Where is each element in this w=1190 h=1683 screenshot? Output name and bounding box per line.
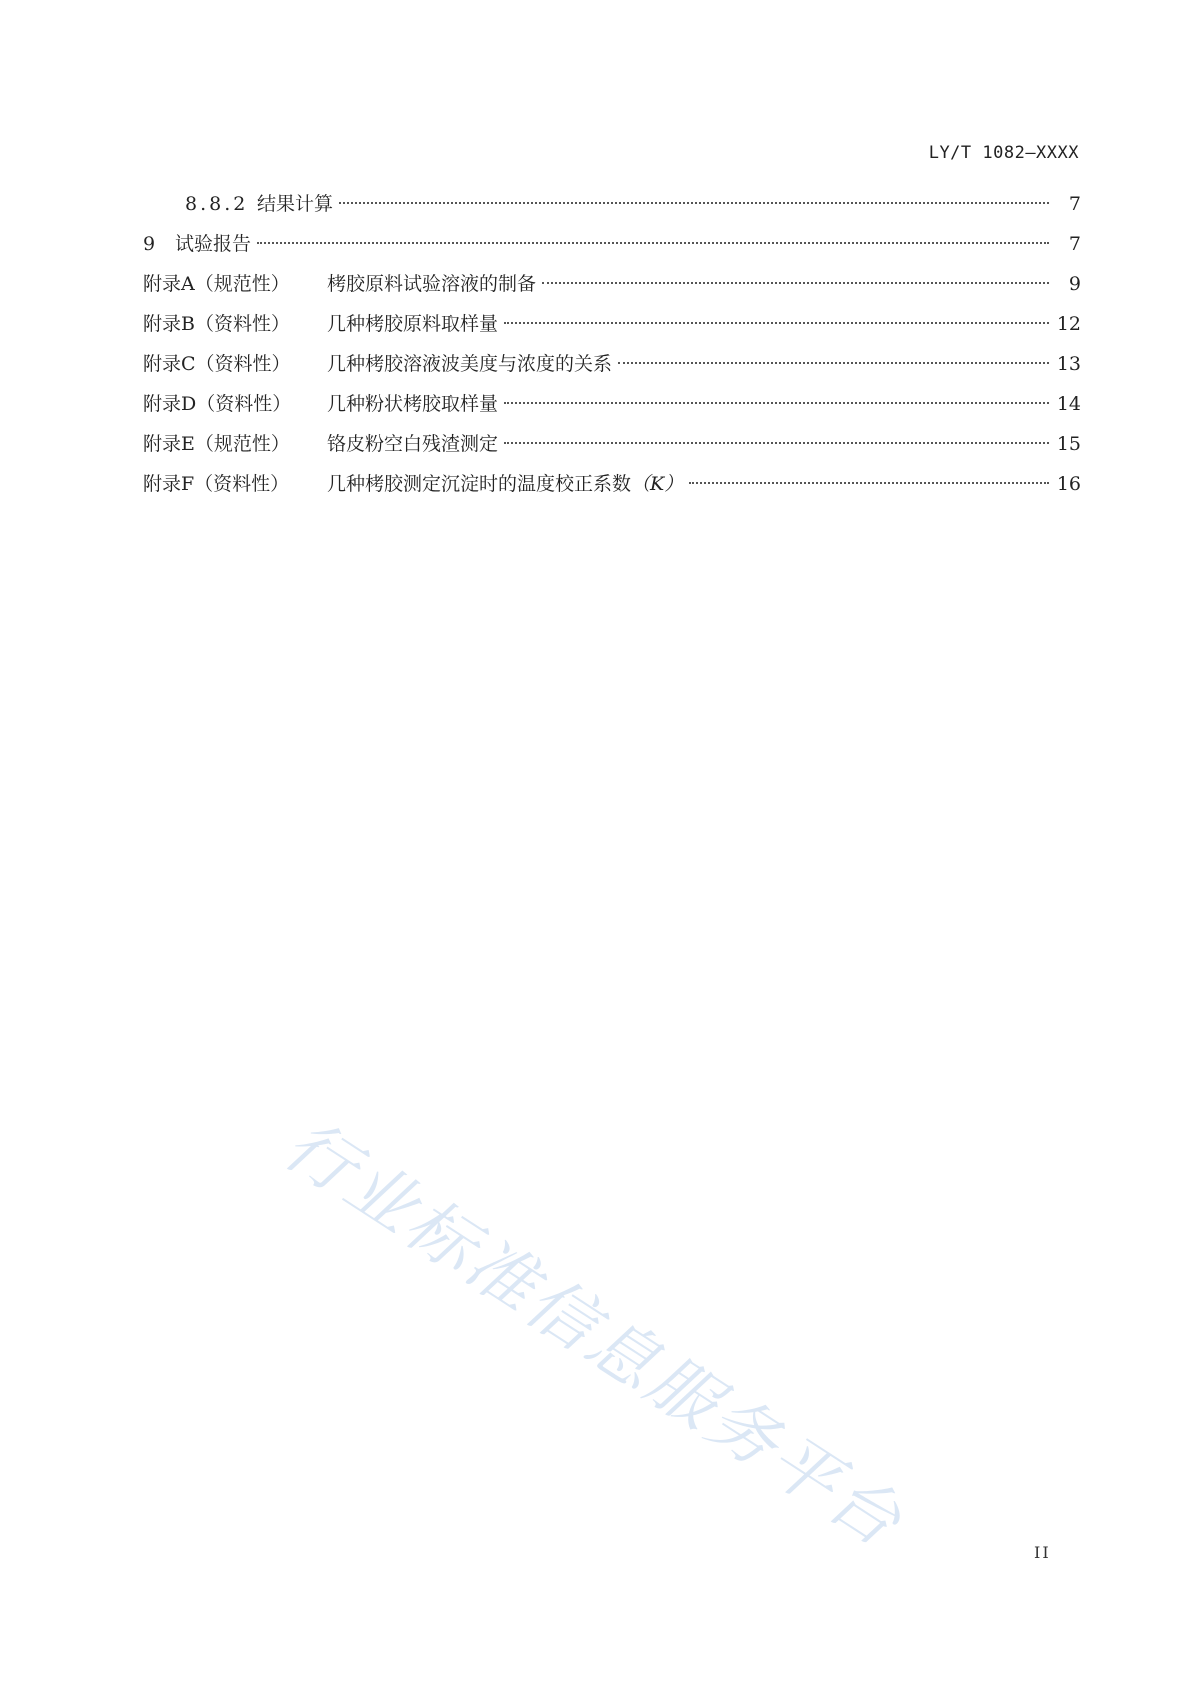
toc-entry-page: 16 [1056,473,1081,495]
watermark: 行业标准信息服务平台 [270,1105,918,1564]
toc-entry-annex-f [143,464,1081,504]
toc-entry-number: 附录A（规范性） [143,273,290,295]
temperature-coefficient-symbol: （K） [631,473,684,495]
toc-dot-leader [618,362,1049,364]
toc-entry-page: 15 [1056,433,1081,455]
toc-entry-title: 试验报告 [175,233,252,255]
toc-entry-number: 附录D（资料性） [143,393,292,415]
toc-entry-annex-b [143,304,1081,344]
toc-entry-page: 12 [1056,313,1081,335]
toc-entry-number: 附录B（资料性） [143,313,290,335]
toc-dot-leader [689,482,1049,484]
toc-entry-annex-c [143,344,1081,384]
toc-dot-leader [542,282,1049,284]
toc-entry-page: 14 [1056,393,1081,415]
toc-dot-leader [504,442,1049,444]
toc-entry-page: 7 [1068,233,1081,255]
toc-dot-leader [504,402,1049,404]
toc-entry-title: 几种栲胶溶液波美度与浓度的关系 [327,353,613,375]
table-of-contents [143,184,1081,504]
toc-entry-8-8-2 [143,184,1081,224]
toc-entry-page: 7 [1068,193,1081,215]
toc-dot-leader [339,202,1049,204]
page-number: II [1034,1543,1051,1562]
toc-dot-leader [257,242,1049,244]
toc-entry-annex-a [143,264,1081,304]
toc-entry-title: 栲胶原料试验溶液的制备 [327,273,537,295]
toc-entry-9 [143,224,1081,264]
toc-entry-number: 附录C（资料性） [143,353,291,375]
toc-entry-number: 附录F（资料性） [143,473,290,495]
toc-entry-title: 几种粉状栲胶取样量 [327,393,499,415]
toc-entry-number: 附录E（规范性） [143,433,290,455]
toc-entry-title [327,464,683,504]
toc-entry-number: 8.8.2 [185,193,249,215]
toc-entry-page: 9 [1068,273,1081,295]
toc-entry-title: 几种栲胶原料取样量 [327,313,499,335]
toc-entry-page: 13 [1056,353,1081,375]
toc-entry-title: 铬皮粉空白残渣测定 [327,433,499,455]
toc-entry-number: 9 [143,233,156,255]
toc-entry-title: 结果计算 [257,193,334,215]
toc-dot-leader [504,322,1049,324]
toc-entry-annex-e [143,424,1081,464]
standard-code: LY/T 1082—XXXX [928,143,1079,163]
toc-entry-title-text: 几种栲胶测定沉淀时的温度校正系数 [327,473,632,495]
toc-entry-annex-d [143,384,1081,424]
